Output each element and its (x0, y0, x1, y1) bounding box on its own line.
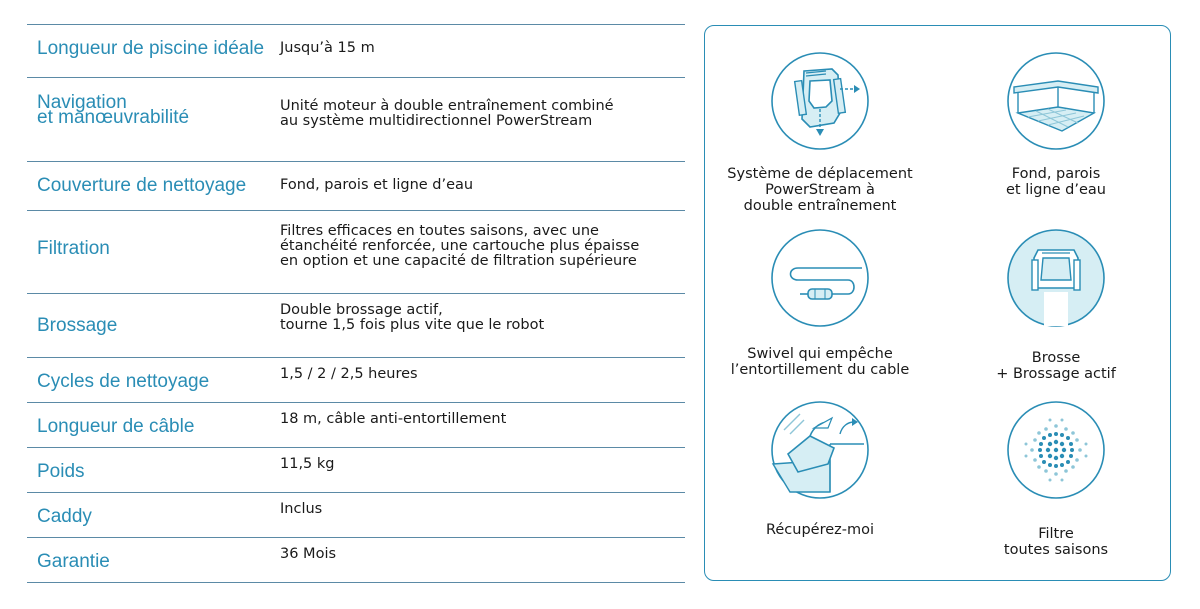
feature-caption: Système de déplacement PowerStream à double entraînement (727, 166, 913, 214)
spec-label: Garantie (37, 551, 110, 572)
spec-value: 1,5 / 2 / 2,5 heures (280, 366, 418, 382)
spec-row-filtration (27, 210, 685, 293)
powerstream-robot-icon (770, 51, 870, 151)
swivel-cable-icon (770, 228, 870, 328)
spec-row-navigation (27, 77, 685, 161)
feature-coverage (941, 51, 1171, 241)
spec-row-coverage (27, 161, 685, 211)
spec-label: Navigation et manœuvrabilité (37, 92, 190, 128)
features-panel (704, 25, 1171, 581)
spec-row-warranty (27, 537, 685, 582)
spec-value: 18 m, câble anti-entortillement (280, 411, 507, 427)
spec-label: Poids (37, 461, 85, 482)
specs-table (27, 0, 685, 609)
pool-corner-icon (1006, 51, 1106, 151)
feature-filter (941, 400, 1171, 570)
feature-caption: Filtre toutes saisons (1003, 526, 1109, 558)
spec-row-caddy (27, 492, 685, 537)
spec-row-cable (27, 402, 685, 447)
feature-caption: Swivel qui empêche l’entortillement du cable (730, 346, 910, 378)
spec-value: 11,5 kg (280, 456, 335, 472)
spec-value: Filtres efficaces en toutes saisons, avec une étanchéité renforcée, une cartouche plus épaisse en option et une capacité de filtration supérieure (280, 223, 640, 269)
spec-row-brushing (27, 293, 685, 357)
spec-row-weight (27, 447, 685, 492)
spec-label: Longueur de piscine idéale (37, 38, 265, 59)
spec-value: 36 Mois (280, 546, 337, 562)
feature-lift-out (705, 400, 935, 560)
spec-row-pool-length (27, 24, 685, 78)
feature-caption: Brosse + Brossage actif (996, 350, 1116, 382)
feature-caption: Récupérez-moi (765, 522, 875, 538)
feature-caption: Fond, parois et ligne d’eau (1005, 166, 1106, 198)
spec-label: Filtration (37, 238, 110, 259)
spec-label: Caddy (37, 506, 92, 527)
feature-powerstream (705, 51, 935, 241)
spec-label: Longueur de câble (37, 416, 195, 437)
spec-row-cycles (27, 357, 685, 402)
spec-value: Inclus (280, 501, 323, 517)
spec-label: Brossage (37, 315, 118, 336)
brush-robot-icon (1006, 228, 1106, 328)
spec-label: Couverture de nettoyage (37, 175, 247, 196)
feature-swivel (705, 228, 935, 388)
spec-label: Cycles de nettoyage (37, 371, 210, 392)
spec-value: Unité moteur à double entraînement combiné au système multidirectionnel PowerStream (280, 98, 614, 129)
spec-value: Double brossage actif, tourne 1,5 fois plus vite que le robot (280, 302, 545, 333)
feature-brush (941, 228, 1171, 388)
lift-out-icon (770, 400, 870, 500)
spec-value: Jusqu’à 15 m (280, 40, 375, 56)
spec-value: Fond, parois et ligne d’eau (280, 177, 474, 193)
filter-dots-icon (1006, 400, 1106, 500)
table-rule (27, 582, 685, 583)
